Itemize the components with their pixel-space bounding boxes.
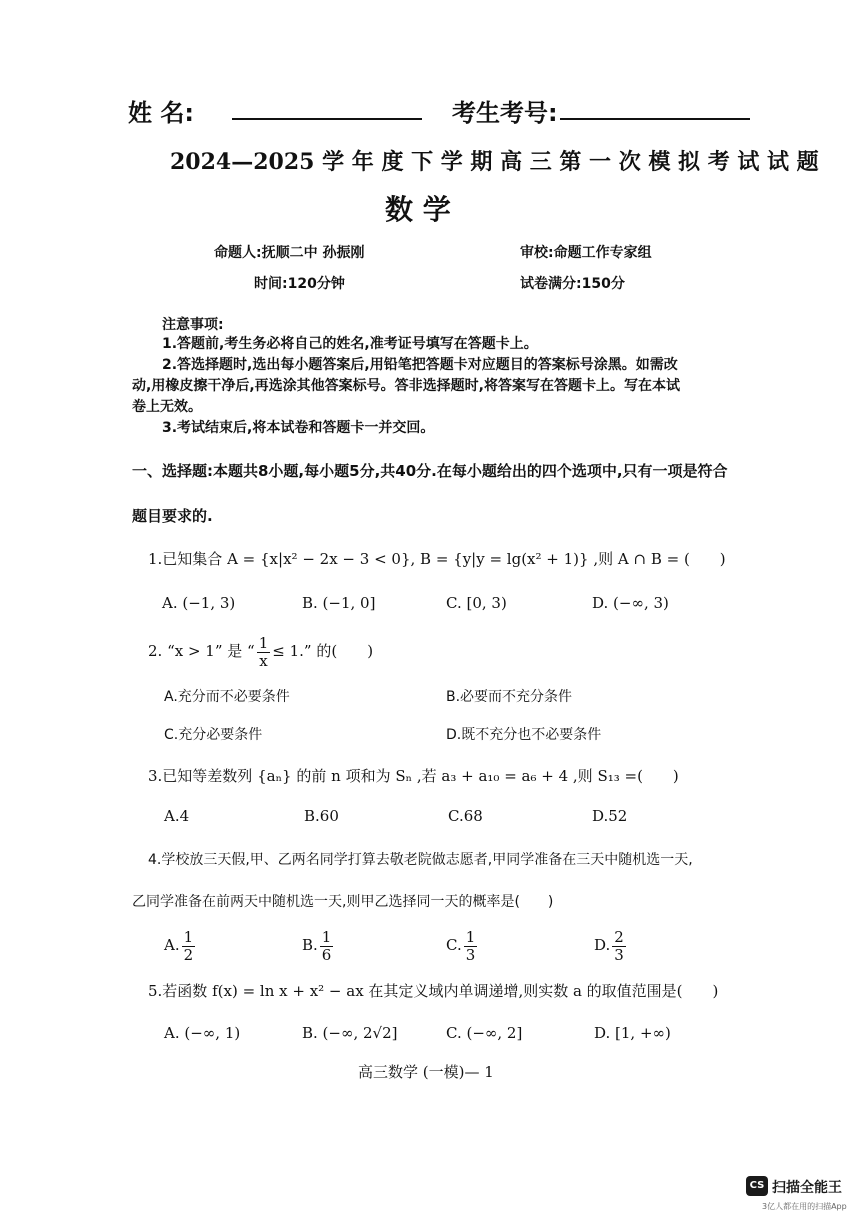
question-2-stem <box>148 634 373 669</box>
question-1-option-a: A. (−1, 3) <box>162 594 236 612</box>
question-1-option-d: D. (−∞, 3) <box>592 594 669 612</box>
question-1-option-b: B. (−1, 0] <box>302 594 376 612</box>
question-5-option-b: B. (−∞, 2√2] <box>302 1024 398 1042</box>
question-5-option-a: A. (−∞, 1) <box>164 1024 241 1042</box>
full-score-info: 试卷满分:150分 <box>520 276 625 292</box>
question-3-option-c: C.68 <box>448 807 483 825</box>
question-3-option-d: D.52 <box>592 807 628 825</box>
note-3: 3.考试结束后,将本试卷和答题卡一并交回。 <box>162 420 435 436</box>
note-2-line-3: 卷上无效。 <box>132 399 202 415</box>
note-1: 1.答题前,考生务必将自己的姓名,准考证号填写在答题卡上。 <box>162 336 538 352</box>
scanner-tagline: 3亿人都在用的扫描App <box>762 1202 847 1211</box>
question-4-line-1: 4.学校放三天假,甲、乙两名同学打算去敬老院做志愿者,甲同学准备在三天中随机选一天, <box>148 852 693 868</box>
page-footer: 高三数学 (一模)— 1 <box>358 1063 494 1081</box>
time-info: 时间:120分钟 <box>254 276 345 292</box>
question-2-option-d: D.既不充分也不必要条件 <box>446 727 602 743</box>
student-id-label: 考生考号: <box>452 99 558 127</box>
student-id-blank[interactable] <box>560 118 750 120</box>
question-2-stem-post: ≤ 1.” 的( ) <box>272 642 374 660</box>
question-2-option-c: C.充分必要条件 <box>164 727 263 743</box>
question-2-stem-pre: 2. “x > 1” 是 “ <box>148 642 255 660</box>
scanner-logo-icon: CS <box>746 1176 768 1196</box>
note-2-line-2: 动,用橡皮擦干净后,再选涂其他答案标号。答非选择题时,将答案写在答题卡上。写在本试 <box>132 378 680 394</box>
reviewer-info: 审校:命题工作专家组 <box>520 245 652 261</box>
question-2-fraction: $\frac{1}{x}$ <box>258 633 269 670</box>
question-4-line-2: 乙同学准备在前两天中随机选一天,则甲乙选择同一天的概率是( ) <box>132 894 554 910</box>
question-1-option-c: C. [0, 3) <box>446 594 507 612</box>
question-3-option-b: B.60 <box>304 807 339 825</box>
question-2-option-b: B.必要而不充分条件 <box>446 689 573 705</box>
exam-title: 2024—2025 学 年 度 下 学 期 高 三 第 一 次 模 拟 考 试 试 题 <box>170 149 819 175</box>
subject-title: 数 学 <box>385 193 451 226</box>
question-3-stem: 3.已知等差数列 {aₙ} 的前 n 项和为 Sₙ ,若 a₃ + a₁₀ = a₆ + 4 ,则 S₁₃ =( ) <box>148 767 679 785</box>
question-4-option-a: A. $\frac{1}{2}$ <box>164 927 194 964</box>
section-1-line-2: 题目要求的. <box>132 507 213 525</box>
question-4-option-c: C. $\frac{1}{3}$ <box>446 927 476 964</box>
question-5-option-d: D. [1, +∞) <box>594 1024 671 1042</box>
author-info: 命题人:抚顺二中 孙振刚 <box>214 245 365 261</box>
question-4-option-b: B. $\frac{1}{6}$ <box>302 927 332 964</box>
notes-heading: 注意事项: <box>162 317 224 333</box>
note-2-line-1: 2.答选择题时,选出每小题答案后,用铅笔把答题卡对应题目的答案标号涂黑。如需改 <box>162 357 678 373</box>
question-1-stem: 1.已知集合 A = {x|x² − 2x − 3 < 0}, B = {y|y = lg(x² + 1)} ,则 A ∩ B = ( ) <box>148 550 726 568</box>
question-3-option-a: A.4 <box>164 807 190 825</box>
question-5-option-c: C. (−∞, 2] <box>446 1024 523 1042</box>
question-4-option-d: D. $\frac{2}{3}$ <box>594 927 624 964</box>
name-label: 姓 名: <box>128 99 194 127</box>
section-1-line-1: 一、选择题:本题共8小题,每小题5分,共40分.在每小题给出的四个选项中,只有一项是符合 <box>132 462 728 480</box>
scanner-brand: 扫描全能王 <box>772 1180 842 1196</box>
question-5-stem: 5.若函数 f(x) = ln x + x² − ax 在其定义域内单调递增,则实数 a 的取值范围是( ) <box>148 982 719 1000</box>
name-blank[interactable] <box>232 118 422 120</box>
question-2-option-a: A.充分而不必要条件 <box>164 689 290 705</box>
